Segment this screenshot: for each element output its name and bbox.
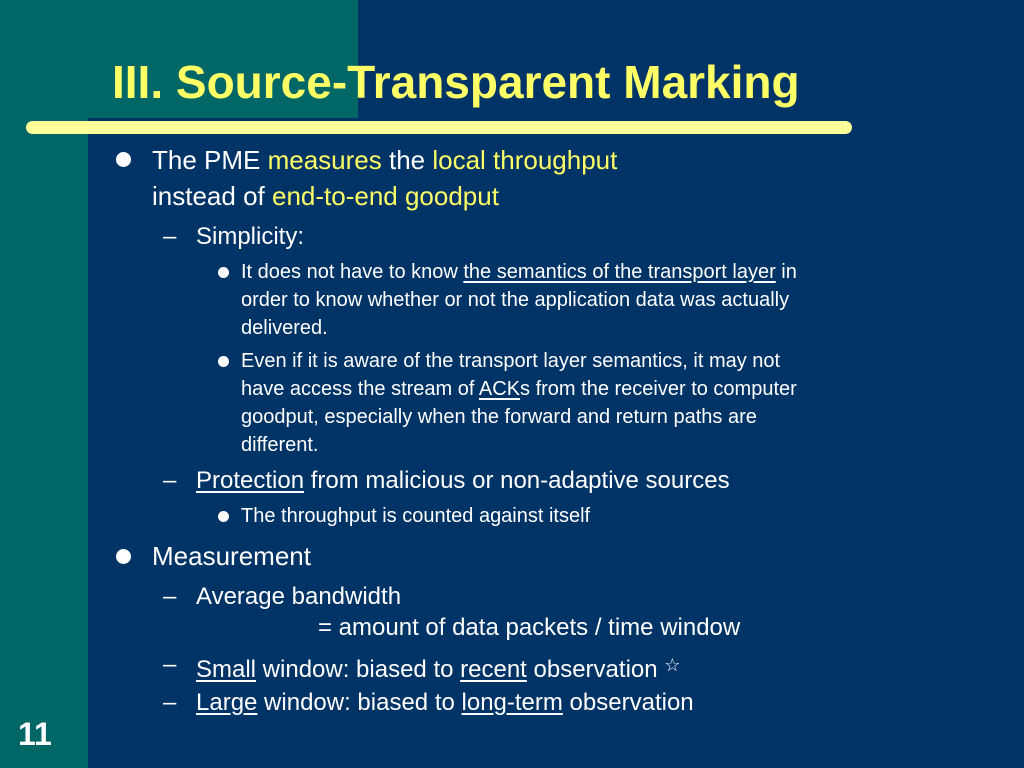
bullet-dot	[116, 152, 131, 167]
underlined-text: the semantics of the transport layer	[463, 261, 776, 283]
underlined-text: recent	[460, 656, 527, 683]
underlined-text: long-term	[461, 689, 563, 716]
simplicity-item-2-line-4: different.	[241, 434, 319, 456]
dash-marker: –	[163, 583, 177, 610]
text: from malicious or non-adaptive sources	[304, 467, 730, 494]
text: in	[775, 261, 797, 283]
simplicity-item-2-line-2	[241, 375, 797, 403]
text: observation	[562, 689, 694, 716]
underlined-text: Small	[196, 656, 257, 683]
text: window: biased to	[257, 689, 462, 716]
bullet-dot	[218, 356, 229, 367]
text: It does not have to know	[241, 261, 464, 283]
text: s from the receiver to computer	[520, 378, 797, 400]
protection-line	[196, 466, 730, 496]
simplicity-item-1-line-3: delivered.	[241, 317, 328, 339]
text: observation	[526, 656, 665, 683]
text: window: biased to	[256, 656, 461, 683]
text: have access the stream of	[241, 378, 479, 400]
text: The PME	[152, 145, 268, 175]
dash-marker: –	[163, 223, 177, 250]
large-window-line	[196, 688, 694, 718]
simplicity-item-2-line-3: goodput, especially when the forward and return paths are	[241, 406, 757, 428]
dash-marker: –	[163, 651, 177, 678]
highlight-text: local throughput	[432, 145, 618, 175]
bullet-dot	[116, 549, 131, 564]
bullet-dot	[218, 267, 229, 278]
bullet-dot	[218, 511, 229, 522]
underlined-text: ACK	[478, 378, 521, 400]
page-number: 11	[18, 716, 52, 752]
text: instead of	[152, 181, 272, 211]
simplicity-item-1-line-1	[241, 258, 797, 286]
simplicity-item-1-line-2: order to know whether or not the application data was actually	[241, 289, 790, 311]
highlight-text: measures	[267, 145, 382, 175]
dash-marker: –	[163, 689, 177, 716]
text: the	[381, 145, 433, 175]
simplicity-label: Simplicity:	[196, 223, 305, 250]
average-bandwidth-line-1: Average bandwidth	[196, 583, 402, 610]
bullet-1-line-1	[152, 144, 617, 177]
star-icon: ☆	[664, 655, 681, 675]
slide-title: III. Source-Transparent Marking	[112, 56, 800, 108]
bullet-1-line-2	[152, 180, 499, 213]
left-accent-band	[0, 0, 88, 768]
small-window-line	[196, 650, 680, 685]
measurement-label: Measurement	[152, 541, 311, 571]
simplicity-item-2-line-1: Even if it is aware of the transport layer semantics, it may not	[241, 350, 781, 372]
average-bandwidth-line-2: = amount of data packets / time window	[318, 614, 741, 641]
dash-marker: –	[163, 467, 177, 494]
underlined-text: Large	[196, 689, 258, 716]
protection-item-1: The throughput is counted against itself	[241, 505, 591, 527]
highlight-text: end-to-end goodput	[271, 181, 499, 211]
underlined-text: Protection	[196, 467, 305, 494]
title-underline-rule	[26, 121, 852, 134]
